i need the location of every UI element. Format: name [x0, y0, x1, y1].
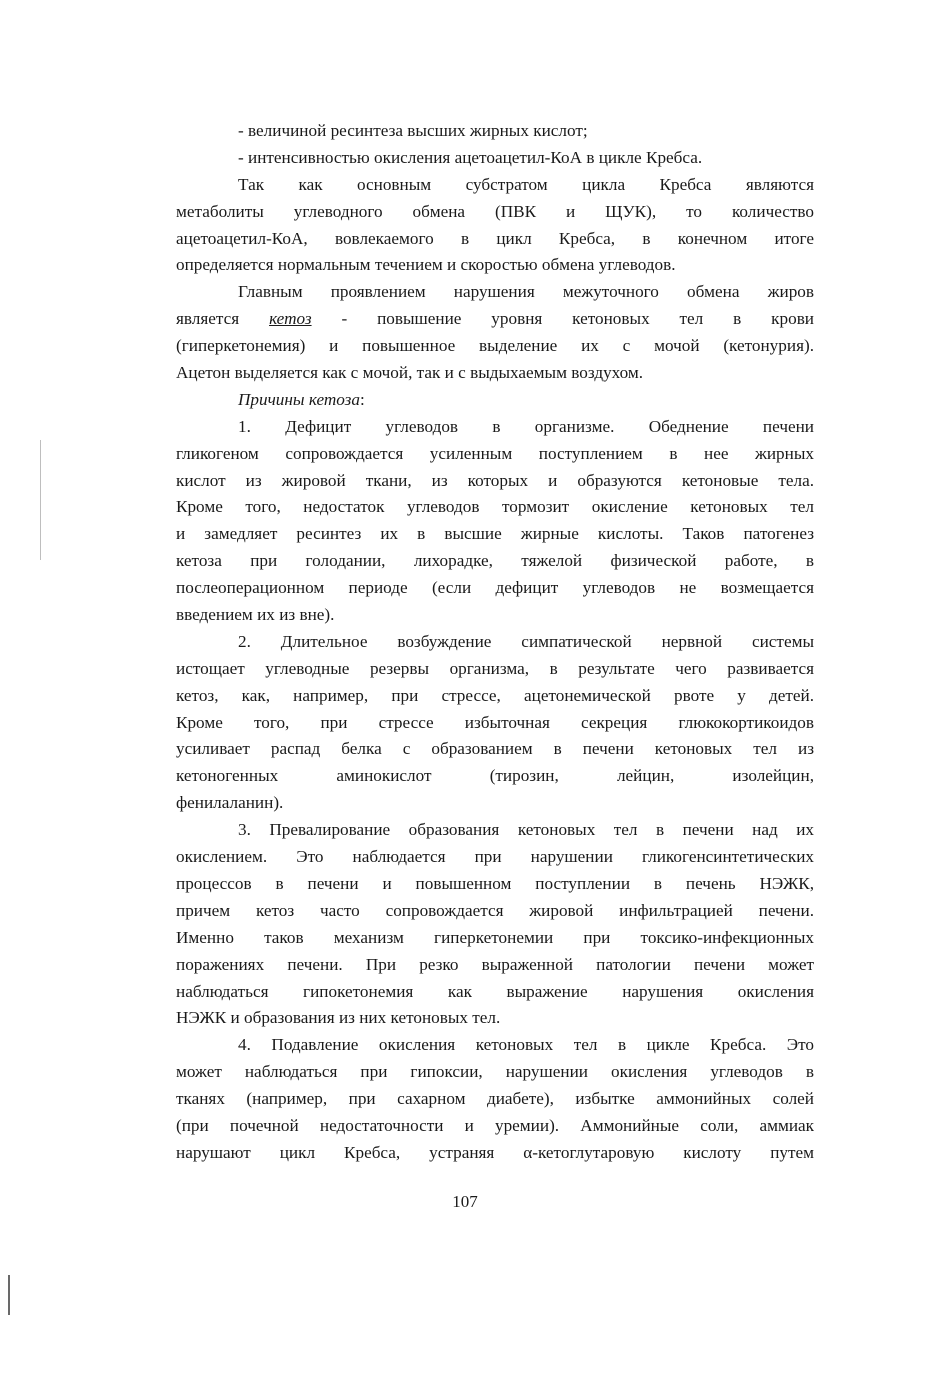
paragraph-line: наблюдаться гипокетонемия как выражение нарушения окисления — [176, 981, 814, 1001]
paragraph-line: Ацетон выделяется как с мочой, так и с выдыхаемым воздухом. — [176, 363, 644, 383]
list-item: - величиной ресинтеза высших жирных кислот; — [238, 121, 588, 140]
paragraph-line: 2. Длительное возбуждение симпатической нервной системы — [238, 631, 814, 651]
paragraph-line: 3. Превалирование образования кетоновых тел в печени над их — [238, 820, 814, 840]
paragraph-line: ацетоацетил-КоА, вовлекаемого в цикл Кребса, в конечном итоге — [176, 228, 814, 248]
paragraph-line: Главным проявлением нарушения межуточного обмена жиров — [238, 282, 814, 302]
paragraph-line: истощает углеводные резервы организма, в результате чего развивается — [176, 658, 814, 678]
scan-artifact-mark — [8, 1275, 10, 1315]
paragraph-line: НЭЖК и образования из них кетоновых тел. — [176, 1008, 501, 1028]
paragraph-line: послеоперационном периоде (если дефицит углеводов не возмещается — [176, 578, 814, 598]
subheading-causes: Причины кетоза — [238, 389, 360, 409]
paragraph-line: нарушают цикл Кребса, устраняя α-кетоглутаровую кислоту путем — [176, 1142, 814, 1162]
paragraph-line: 1. Дефицит углеводов в организме. Обеднение печени — [238, 416, 814, 436]
paragraph-line: фенилаланин). — [176, 793, 284, 813]
line-prefix: является — [176, 309, 240, 329]
paragraph-line: Именно таков механизм гиперкетонемии при токсико-инфекционных — [176, 927, 814, 947]
paragraph-line: метаболиты углеводного обмена (ПВК и ЩУК), то количество — [176, 201, 814, 221]
paragraph-line: тканях (например, при сахарном диабете), избытке аммонийных солей — [176, 1089, 814, 1109]
paragraph-line: кетоз, как, например, при стрессе, ацетонемической рвоте у детей. — [176, 685, 814, 705]
paragraph-line: (гиперкетонемия) и повышенное выделение их с мочой (кетонурия). — [176, 336, 814, 356]
paragraph-line: усиливает распад белка с образованием в печени кетоновых тел из — [176, 739, 814, 759]
paragraph-line: окислением. Это наблюдается при нарушении гликогенсинтетических — [176, 847, 814, 867]
paragraph-line — [176, 306, 814, 333]
paragraph-line: введением их из вне). — [176, 605, 335, 625]
term-ketosis: кетоз — [269, 309, 312, 329]
paragraph-line: причем кетоз часто сопровождается жировой инфильтрацией печени. — [176, 900, 814, 920]
paragraph-line: 4. Подавление окисления кетоновых тел в цикле Кребса. Это — [238, 1035, 814, 1055]
paragraph-line: определяется нормальным течением и скоростью обмена углеводов. — [176, 255, 676, 275]
body-text — [176, 118, 814, 1167]
list-item: - интенсивностью окисления ацетоацетил-КоА в цикле Кребса. — [238, 147, 703, 167]
paragraph-line: кетоза при голодании, лихорадке, тяжелой физической работе, в — [176, 551, 814, 571]
paragraph-line: процессов в печени и повышенном поступлении в печень НЭЖК, — [176, 873, 814, 893]
paragraph-line: кислот из жировой ткани, из которых и образуются кетоновые тела. — [176, 470, 814, 490]
paragraph-line: (при почечной недостаточности и уремии). Аммонийные соли, аммиак — [176, 1115, 814, 1135]
paragraph-line: Так как основным субстратом цикла Кребса являются — [238, 174, 814, 194]
scan-artifact-mark — [40, 440, 41, 560]
subheading-line — [176, 387, 814, 414]
line-suffix: - повышение уровня кетоновых тел в крови — [341, 309, 814, 329]
subheading-colon: : — [359, 389, 365, 409]
page-number: 107 — [452, 1192, 478, 1211]
paragraph-line: и замедляет ресинтез их в высшие жирные кислоты. Таков патогенез — [176, 524, 814, 544]
paragraph-line: Кроме того, недостаток углеводов тормозит окисление кетоновых тел — [176, 497, 814, 517]
paragraph-line: кетоногенных аминокислот (тирозин, лейцин, изолейцин, — [176, 766, 814, 786]
paragraph-line: поражениях печени. При резко выраженной патологии печени может — [176, 954, 814, 974]
paragraph-line: может наблюдаться при гипоксии, нарушении окисления углеводов в — [176, 1062, 814, 1082]
paragraph-line: Кроме того, при стрессе избыточная секреция глюкокортикоидов — [176, 712, 814, 732]
paragraph-line: гликогеном сопровождается усиленным поступлением в нее жирных — [176, 443, 814, 463]
